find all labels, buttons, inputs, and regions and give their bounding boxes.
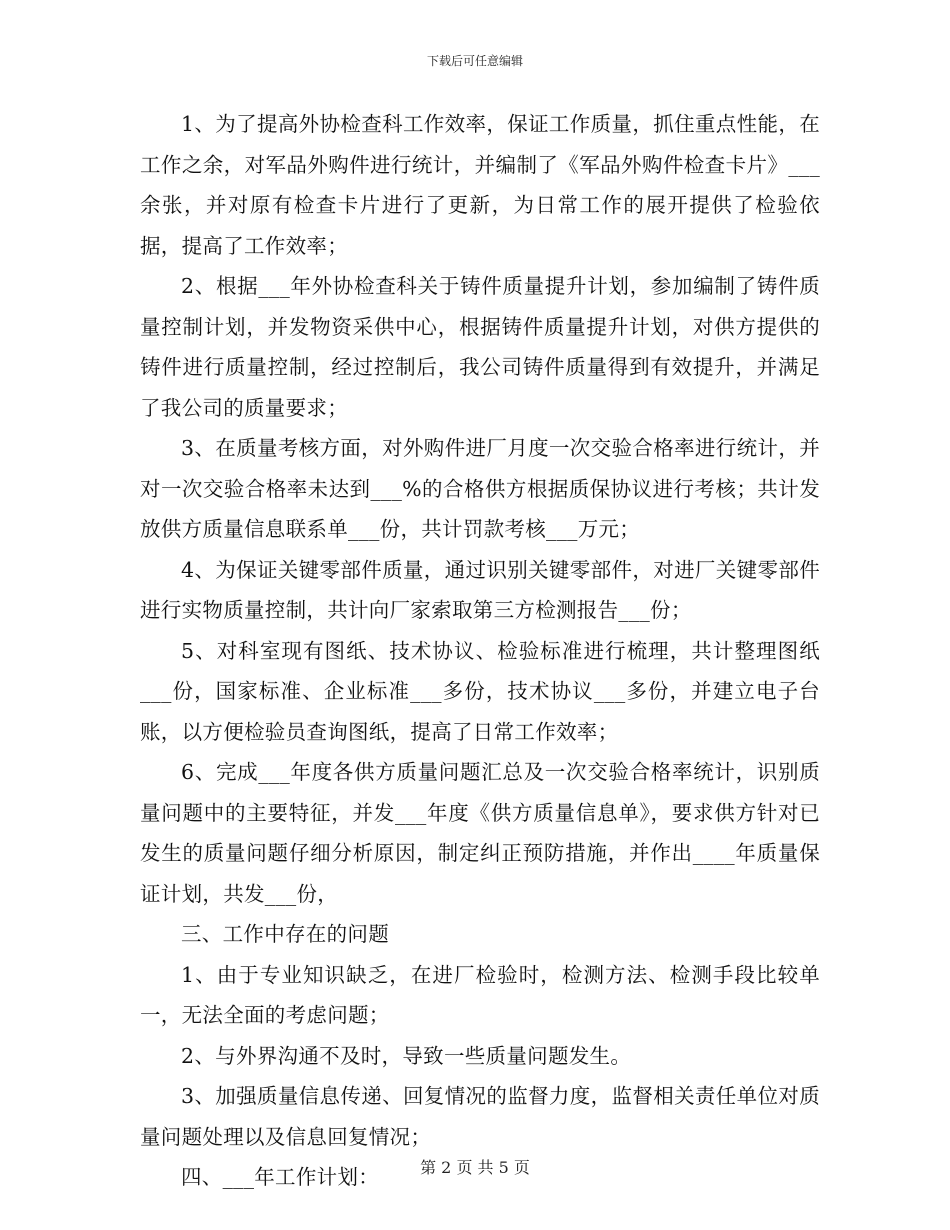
paragraph-item-3: 3、在质量考核方面，对外购件进厂月度一次交验合格率进行统计，并对一次交验合格率未达到___%的合格供方根据质保协议进行考核；共计发放供方质量信息联系单___份，共计罚款考核___万元； [140,436,820,541]
problem-item-1: 1、由于专业知识缺乏，在进厂检验时，检测方法、检测手段比较单一，无法全面的考虑问题； [140,962,820,1027]
section-heading-problems: 三、工作中存在的问题 [181,922,389,946]
page-header: 下载后可任意编辑 [426,54,523,68]
problem-item-2: 2、与外界沟通不及时，导致一些质量问题发生。 [181,1043,632,1068]
section-heading-plan: 四、___年工作计划： [181,1165,380,1189]
document-body [140,104,820,1198]
paragraph-item-4: 4、为保证关键零部件质量，通过识别关键零部件，对进厂关键零部件进行实物质量控制，共计向厂家索取第三方检测报告___份； [140,557,820,622]
paragraph-item-1: 1、为了提高外协检查科工作效率，保证工作质量，抓住重点性能，在工作之余，对军品外购件进行统计，并编制了《军品外购件检查卡片》___余张，并对原有检查卡片进行了更新，为日常工作的展开提供了检验依据，提高了工作效率； [140,112,820,258]
problem-item-3: 3、加强质量信息传递、回复情况的监督力度，监督相关责任单位对质量问题处理以及信息回复情况； [140,1084,820,1149]
paragraph-item-5: 5、对科室现有图纸、技术协议、检验标准进行梳理，共计整理图纸___份，国家标准、企业标准___多份，技术协议___多份，并建立电子台账，以方便检验员查询图纸，提高了日常工作效率； [140,638,820,744]
paragraph-item-2: 2、根据___年外协检查科关于铸件质量提升计划，参加编制了铸件质量控制计划，并发物资采供中心，根据铸件质量提升计划，对供方提供的铸件进行质量控制，经过控制后，我公司铸件质量得到有效提升，并满足了我公司的质量要求； [140,274,820,420]
paragraph-item-6: 6、完成___年度各供方质量问题汇总及一次交验合格率统计，识别质量问题中的主要特征，并发___年度《供方质量信息单》，要求供方针对已发生的质量问题仔细分析原因，制定纠正预防措施，并作出____年质量保证计划，共发___份， [140,760,820,906]
page-number: 第 2 页 共 5 页 [420,1158,530,1177]
